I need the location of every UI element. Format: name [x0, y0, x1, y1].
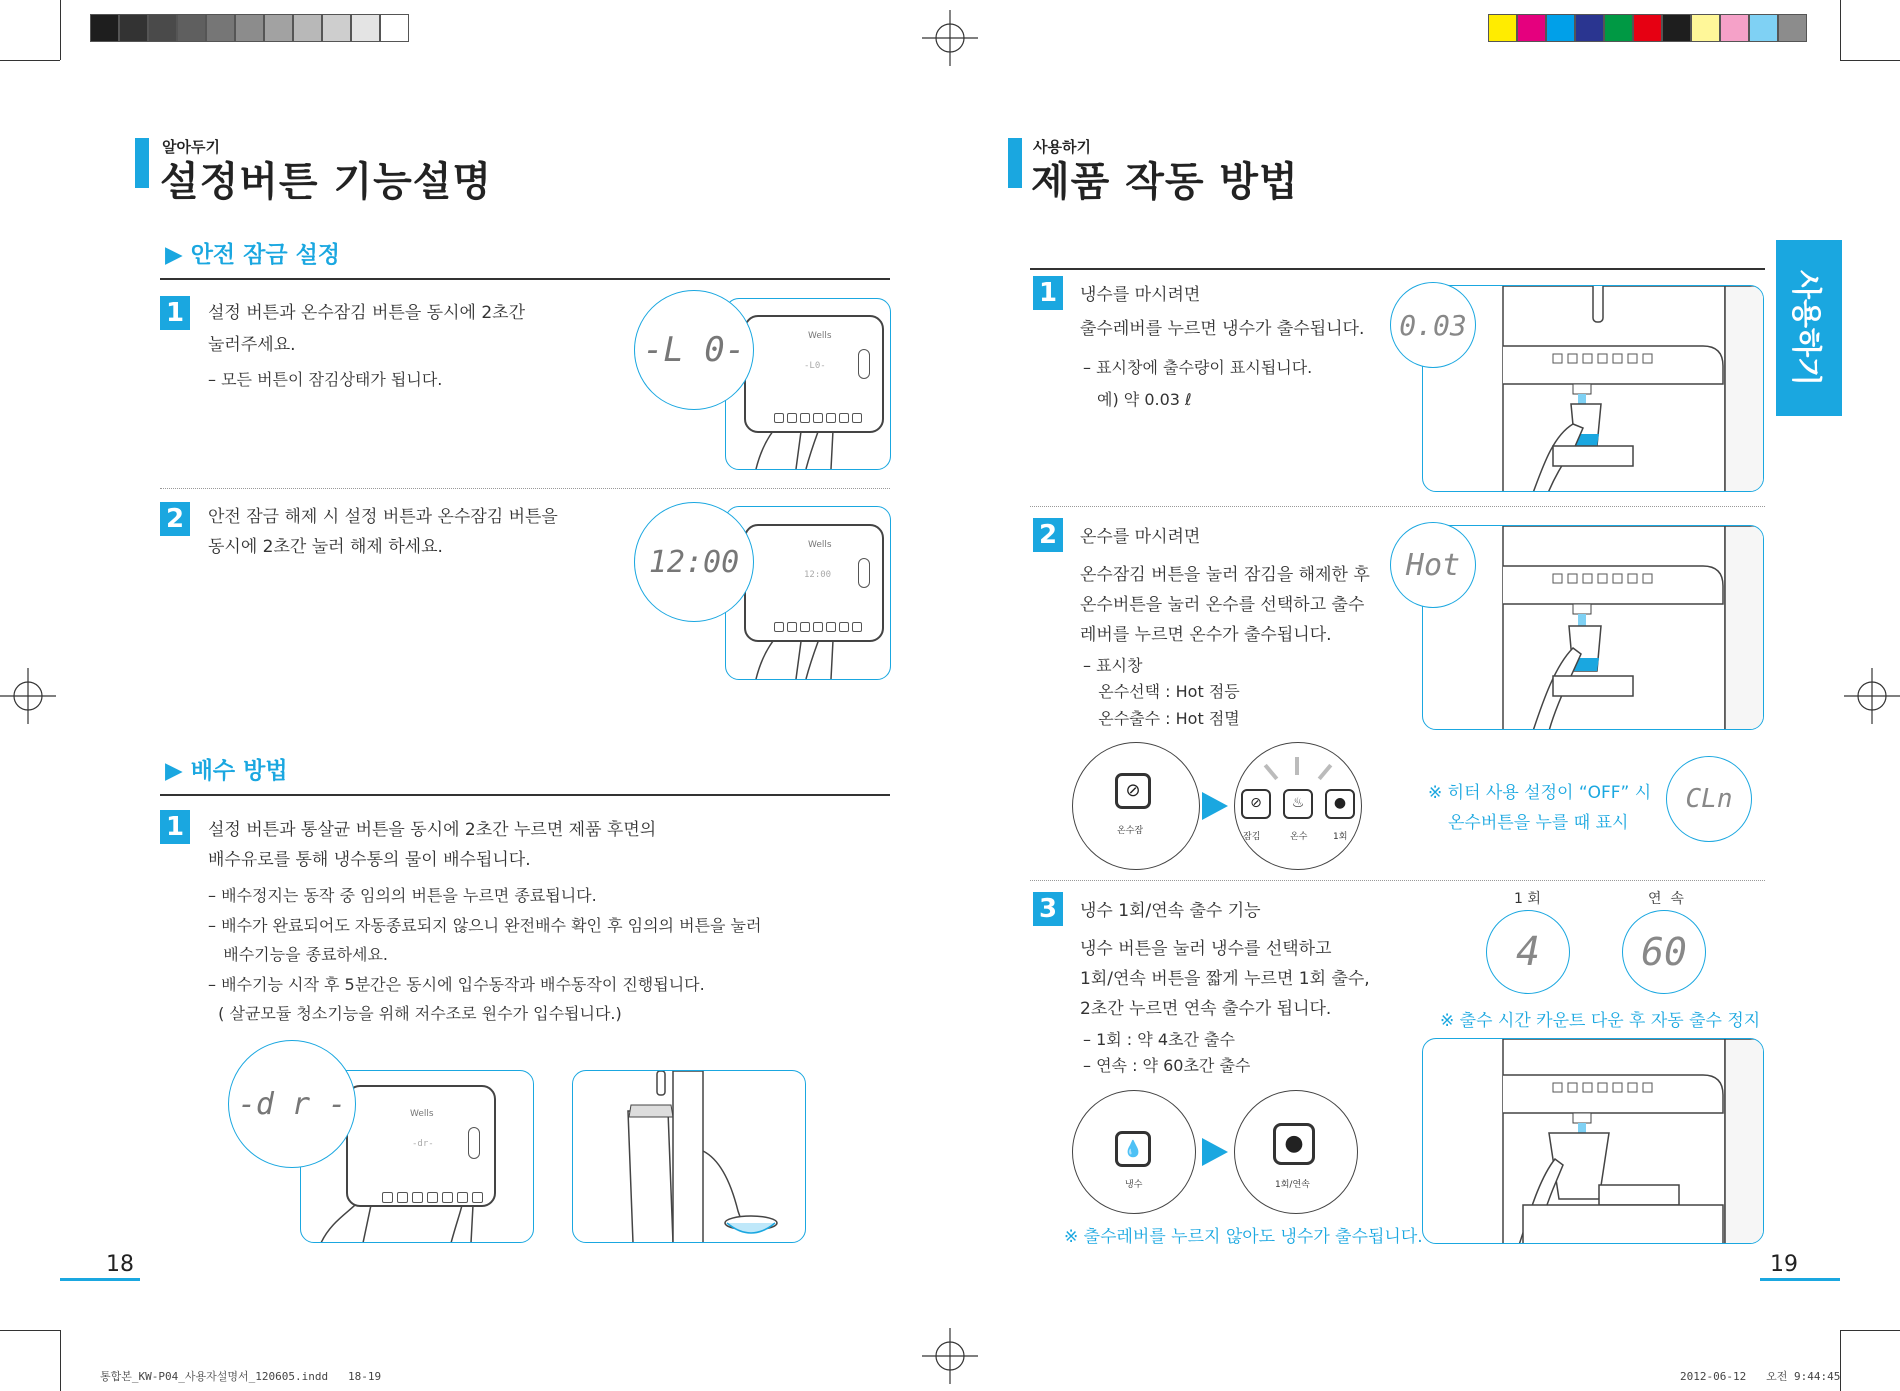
registration-mark-bottom-icon [922, 1328, 978, 1384]
arrow-right-icon [1202, 1138, 1228, 1166]
dispense-lever-icon [468, 1127, 480, 1159]
right-kicker: 사용하기 [1033, 138, 1091, 156]
section-rule [1030, 268, 1765, 270]
step-divider [1030, 880, 1765, 881]
registration-mark-right-icon [1844, 668, 1900, 724]
hot-select-button-icon: ♨ [1283, 789, 1313, 819]
button-row [774, 622, 874, 634]
label-once: 1 회 [1514, 891, 1541, 907]
blink-ray-icon [1264, 764, 1279, 780]
dispense-lever-icon [858, 349, 870, 379]
step-text-line: 안전 잠금 해제 시 설정 버튼과 온수잠김 버튼을 [208, 507, 558, 527]
display-zoom-amount: 0.03 [1390, 282, 1476, 368]
heater-off-warning: 온수버튼을 누를 때 표시 [1448, 813, 1629, 833]
button-row [774, 413, 874, 425]
dispenser-with-cup-icon [1423, 1039, 1764, 1244]
side-tab-usage [1776, 240, 1842, 416]
cold-button-sequence [1072, 1090, 1362, 1220]
step-note: – 모든 버튼이 잠김상태가 됩니다. [208, 370, 443, 389]
section-safety-lock-heading: ▶ 안전 잠금 설정 [165, 242, 341, 268]
drain-rear-illustration-box [572, 1070, 806, 1243]
drain-note: 배수기능을 종료하세요. [208, 945, 388, 964]
section-rule [160, 794, 890, 796]
step-divider [1030, 506, 1765, 507]
step-text-line: 설정 버튼과 온수잠김 버튼을 동시에 2초간 [208, 303, 526, 323]
registration-mark-top-icon [922, 10, 978, 66]
display-zoom-lock: -L 0- [634, 290, 754, 410]
right-title-bar [1008, 138, 1022, 188]
page-number-rule [60, 1278, 140, 1281]
step-text-line: 2초간 누르면 연속 출수가 됩니다. [1080, 999, 1332, 1019]
display-once: 4 [1486, 910, 1570, 994]
display-continuous: 60 [1622, 910, 1706, 994]
footer-timestamp: 2012-06-12 오전 9:44:45 [1680, 1370, 1841, 1383]
step-note: – 표시창에 출수량이 표시됩니다. [1083, 358, 1313, 377]
dispense-lever-icon [858, 558, 870, 588]
lock-button-icon: ⊘ [1241, 789, 1271, 819]
color-swatch-strip [1488, 14, 1810, 42]
page-number-left: 18 [106, 1252, 134, 1277]
step-note: 예) 약 0.03 ℓ [1097, 390, 1192, 409]
section-rule [160, 278, 890, 280]
step-divider [160, 488, 890, 489]
page-number-right: 19 [1770, 1252, 1798, 1277]
right-page-title: 제품 작동 방법 [1031, 159, 1299, 205]
button-caption: 잠김 [1243, 832, 1261, 842]
step-text-line: 설정 버튼과 통살균 버튼을 동시에 2초간 누르면 제품 후면의 [208, 820, 657, 840]
drain-note: – 배수정지는 동작 중 임의의 버튼을 누르면 종료됩니다. [208, 886, 597, 905]
hot-lock-button-zoom [1072, 742, 1200, 870]
button-row [382, 1192, 492, 1204]
water-purifier-control-panel [744, 315, 884, 433]
step-number: 2 [1033, 518, 1063, 552]
step-number: 1 [160, 296, 190, 330]
step-text-line: 눌러주세요. [208, 335, 296, 355]
step-note: – 표시창 [1083, 656, 1143, 675]
button-caption: 온수 [1290, 832, 1308, 842]
step-text-line: 온수잠김 버튼을 눌러 잠김을 해제한 후 [1080, 565, 1370, 585]
heater-off-warning: ※ 히터 사용 설정이 “OFF” 시 [1428, 783, 1652, 803]
blink-ray-icon [1295, 757, 1299, 775]
step-note: – 연속 : 약 60초간 출수 [1083, 1056, 1251, 1075]
display-zoom-hot: Hot [1390, 522, 1476, 608]
drain-note: – 배수기능 시작 후 5분간은 동시에 입수동작과 배수동작이 진행됩니다. [208, 975, 705, 994]
step-text-line: 레버를 누르면 온수가 출수됩니다. [1080, 625, 1332, 645]
brand-logo: Wells [410, 1109, 434, 1119]
button-caption: 온수잠 [1117, 826, 1144, 836]
countdown-note: ※ 출수 시간 카운트 다운 후 자동 출수 정지 [1440, 1011, 1761, 1031]
display-zoom-time: 12:00 [634, 502, 754, 622]
hot-button-sequence [1072, 742, 1362, 872]
step-number: 1 [1033, 276, 1063, 310]
footer-file-info: 통합본_KW-P04_사용자설명서_120605.indd 18-19 [100, 1370, 382, 1383]
drain-note: ( 살균모듈 청소기능을 위해 저수조로 원수가 입수됩니다.) [208, 1004, 622, 1023]
display-zoom-drain: -d r - [228, 1040, 356, 1168]
gray-swatch-strip [90, 14, 412, 42]
step-text-line: 동시에 2초간 눌러 해제 하세요. [208, 537, 443, 557]
step-number: 3 [1033, 892, 1063, 926]
step-text-line: 온수버튼을 눌러 온수를 선택하고 출수 [1080, 595, 1365, 615]
drain-hose-icon [573, 1071, 806, 1243]
once-button-icon: ● [1325, 789, 1355, 819]
side-tab-label: 사용하기 [1788, 270, 1824, 386]
water-purifier-control-panel [346, 1085, 496, 1207]
blink-ray-icon [1318, 764, 1333, 780]
brand-logo: Wells [808, 331, 832, 341]
step-title: 온수를 마시려면 [1080, 527, 1201, 547]
button-caption: 1회 [1333, 832, 1348, 842]
step-note: 온수선택 : Hot 점등 [1083, 682, 1240, 701]
step-text-line: 출수레버를 누르면 냉수가 출수됩니다. [1080, 319, 1365, 339]
step-title: 냉수를 마시려면 [1080, 285, 1201, 305]
once-continuous-button-zoom [1234, 1090, 1358, 1214]
step-title: 냉수 1회/연속 출수 기능 [1080, 901, 1261, 921]
step-note: 온수출수 : Hot 점멸 [1083, 709, 1240, 728]
button-caption: 냉수 [1125, 1180, 1143, 1190]
button-caption: 1회/연속 [1275, 1180, 1310, 1190]
water-purifier-control-panel [744, 524, 884, 642]
panel-display: 12:00 [804, 570, 832, 580]
registration-mark-left-icon [0, 668, 56, 724]
left-page-title: 설정버튼 기능설명 [160, 159, 493, 205]
hot-button-zoom [1234, 742, 1362, 870]
left-title-bar [135, 138, 149, 188]
step-text-line: 냉수 버튼을 눌러 냉수를 선택하고 [1080, 939, 1332, 959]
panel-display: -L0- [804, 361, 826, 371]
step-number: 1 [160, 810, 190, 844]
bottom-note: ※ 출수레버를 누르지 않아도 냉수가 출수됩니다. [1064, 1227, 1423, 1247]
arrow-right-icon [1202, 792, 1228, 820]
drain-note: – 배수가 완료되어도 자동종료되지 않으니 완전배수 확인 후 임의의 버튼을 눌러 [208, 916, 762, 935]
step-text-line: 1회/연속 버튼을 짧게 누르면 1회 출수, [1080, 969, 1370, 989]
brand-logo: Wells [808, 540, 832, 550]
label-continuous: 연 속 [1648, 891, 1684, 907]
step-note: – 1회 : 약 4초간 출수 [1083, 1030, 1235, 1049]
step-text-line: 배수유로를 통해 냉수통의 물이 배수됩니다. [208, 850, 531, 870]
water-drop-button-icon: ● [1273, 1123, 1315, 1165]
cold-button-zoom [1072, 1090, 1196, 1214]
continuous-dispense-illustration-box [1422, 1038, 1764, 1244]
display-zoom-cln: CLn [1666, 756, 1752, 842]
panel-display: -dr- [412, 1139, 434, 1149]
page-number-rule [1760, 1278, 1840, 1281]
cold-button-icon: 💧 [1115, 1131, 1151, 1167]
hot-lock-button-icon: ⊘ [1115, 773, 1151, 809]
left-kicker: 알아두기 [162, 138, 220, 156]
section-drain-heading: ▶ 배수 방법 [165, 758, 288, 784]
step-number: 2 [160, 502, 190, 536]
